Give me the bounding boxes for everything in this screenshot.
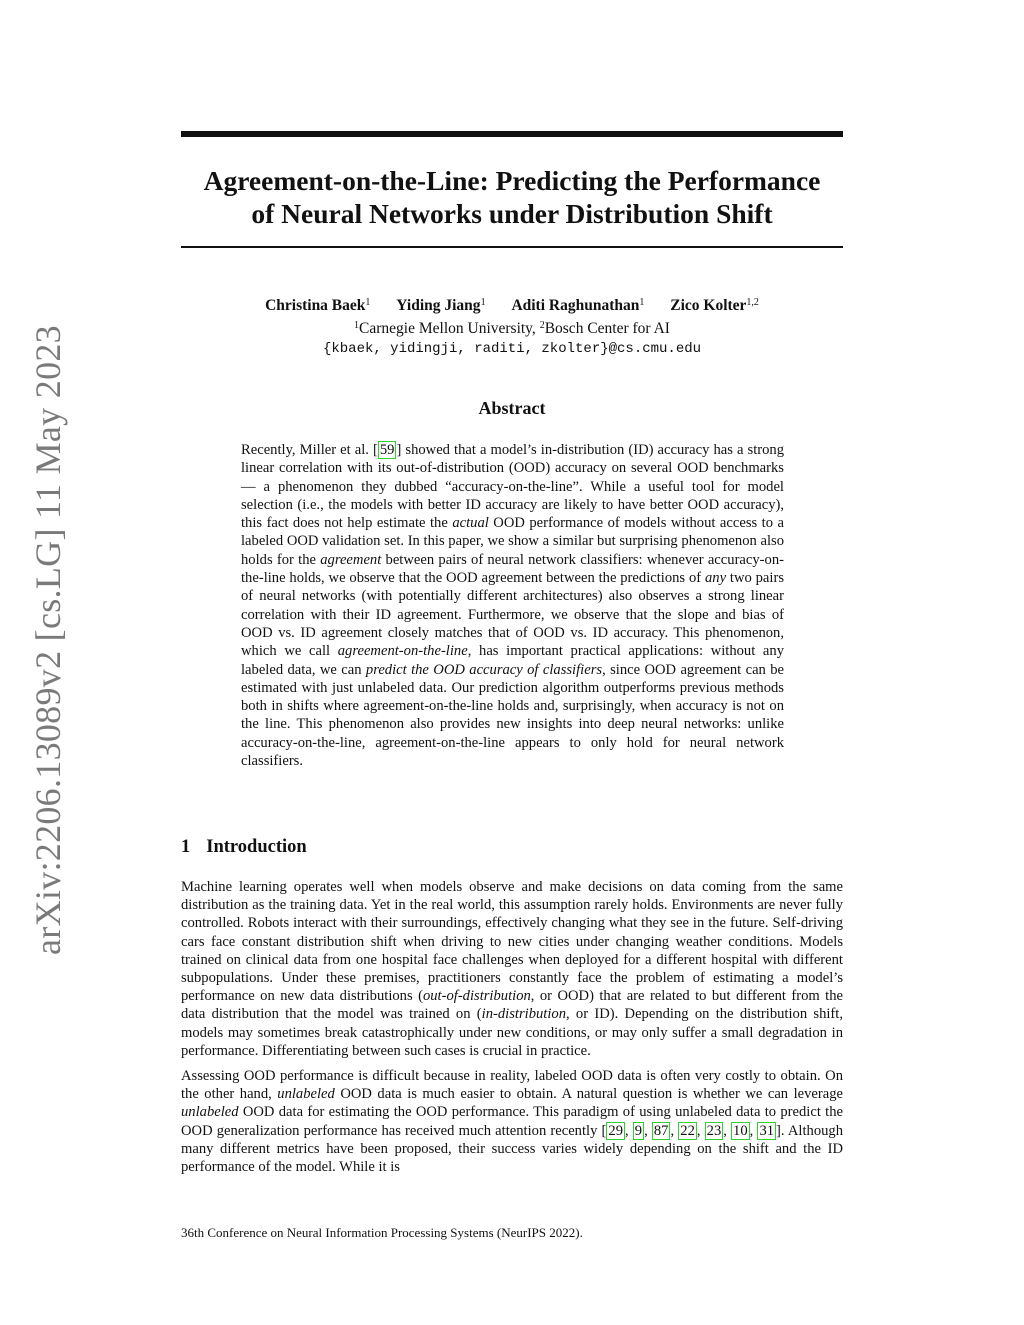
author-name: Zico Kolter$^{1,2}$	[670, 297, 759, 314]
introduction-body	[181, 878, 843, 1183]
author-name: Aditi Raghunathan$^1$	[511, 297, 645, 314]
author-block	[181, 293, 843, 359]
title-line-2: of Neural Networks under Distribution Shift	[251, 198, 773, 229]
author-list	[181, 293, 843, 316]
title-line-1: Agreement-on-the-Line: Predicting the Performance	[203, 165, 821, 196]
citation-link[interactable]: 59	[379, 442, 395, 458]
citation-link[interactable]: 31	[759, 1122, 775, 1139]
intro-paragraph-2: Assessing OOD performance is difficult because in reality, labeled OOD data is often very costly to obtain. On the other hand, unlabeled OOD data is much easier to obtain. A natural question is whether we can leverage unlabeled OOD data for estimating the OOD performance. This paradigm of using unlabeled data to predict the OOD generalization performance has received much attention recently [ 29 , 9 , 87 , 22 , 23 , 10 , 31 ]. Although many different metrics have been proposed, their success varies widely depending on the shift and the ID performance of the model. While it is	[181, 1068, 844, 1176]
author-name: Christina Baek$^1$	[265, 297, 371, 314]
citation-link[interactable]: 10	[733, 1122, 748, 1139]
intro-paragraph-1: Machine learning operates well when models observe and make decisions on data coming from the same distribution as the training data. Yet in the real world, this assumption rarely holds. Environments are never fully controlled. Robots interact with their surroundings, effectively changing what they see in the future. Self-driving cars face constant distribution shift when driving to new cities under changing weather conditions. Models trained on clinical data from one hospital face challenges when deployed for a different hospital with different subpopulations. Under these premises, practitioners constantly face the problem of estimating a model’s performance on new data distributions (out-of-distribution, or OOD) that are related to but different from the data distribution that the model was trained on (in-distribution, or ID). Depending on the distribution shift, models may sometimes break catastrophically under new conditions, or may only suffer a small degradation in performance. Differentiating between such cases is crucial in practice.	[181, 879, 843, 1059]
citation-link[interactable]: 23	[706, 1122, 722, 1139]
section-heading-introduction: 1 Introduction	[181, 837, 307, 857]
author-emails: {kbaek, yidingji, raditi, zkolter}@cs.cmu.edu	[322, 341, 702, 357]
citation-link[interactable]: 9	[634, 1122, 643, 1139]
citation-link[interactable]: 22	[680, 1122, 695, 1139]
abstract-body: Recently, Miller et al. [ 59 ] showed that a model’s in-distribution (ID) accuracy has a strong linear correlation with its out-of-distribution (OOD) accuracy on several OOD benchmarks — a phenomenon they dubbed “accuracy-on-the-line”. While a useful tool for model selection (i.e., the models with better ID accuracy are likely to have better OOD accuracy), this fact does not help estimate the actual OOD performance of models without access to a labeled OOD validation set. In this paper, we show a similar but surprising phenomenon also holds for the agreement between pairs of neural network classifiers: whenever accuracy-on-the-line holds, we observe that the OOD agreement between the predictions of any two pairs of neural networks (with potentially different architectures) also observes a strong linear correlation with their ID agreement. Furthermore, we observe that the slope and bias of OOD vs. ID agreement closely matches that of OOD vs. ID accuracy. This phenomenon, which we call agreement-on-the-line, has important practical applications: without any labeled data, we can predict the OOD accuracy of classifiers, since OOD agreement can be estimated with just unlabeled data. Our prediction algorithm outperforms previous methods both in shifts where agreement-on-the-line holds and, surprisingly, when accuracy is not on the line. This phenomenon also provides new insights into deep neural networks: unlike accuracy-on-the-line, agreement-on-the-line appears to only hold for neural network classifiers.	[241, 442, 785, 770]
title-rule-top	[181, 131, 843, 137]
abstract-heading: Abstract	[478, 398, 546, 418]
citation-link[interactable]: 29	[608, 1122, 623, 1139]
arxiv-sidebar-stamp: arXiv:2206.13089v2 [cs.LG] 11 May 2023	[28, 325, 68, 955]
conference-footnote: 36th Conference on Neural Information Processing Systems (NeurIPS 2022).	[181, 1225, 583, 1240]
author-name: Yiding Jiang$^1$	[396, 297, 486, 314]
title-rule-bottom	[181, 246, 843, 248]
affiliations: $^1$Carnegie Mellon University, $^2$Bosch Center for AI	[354, 320, 670, 337]
paper-title	[181, 164, 843, 230]
citation-link[interactable]: 87	[653, 1122, 669, 1139]
